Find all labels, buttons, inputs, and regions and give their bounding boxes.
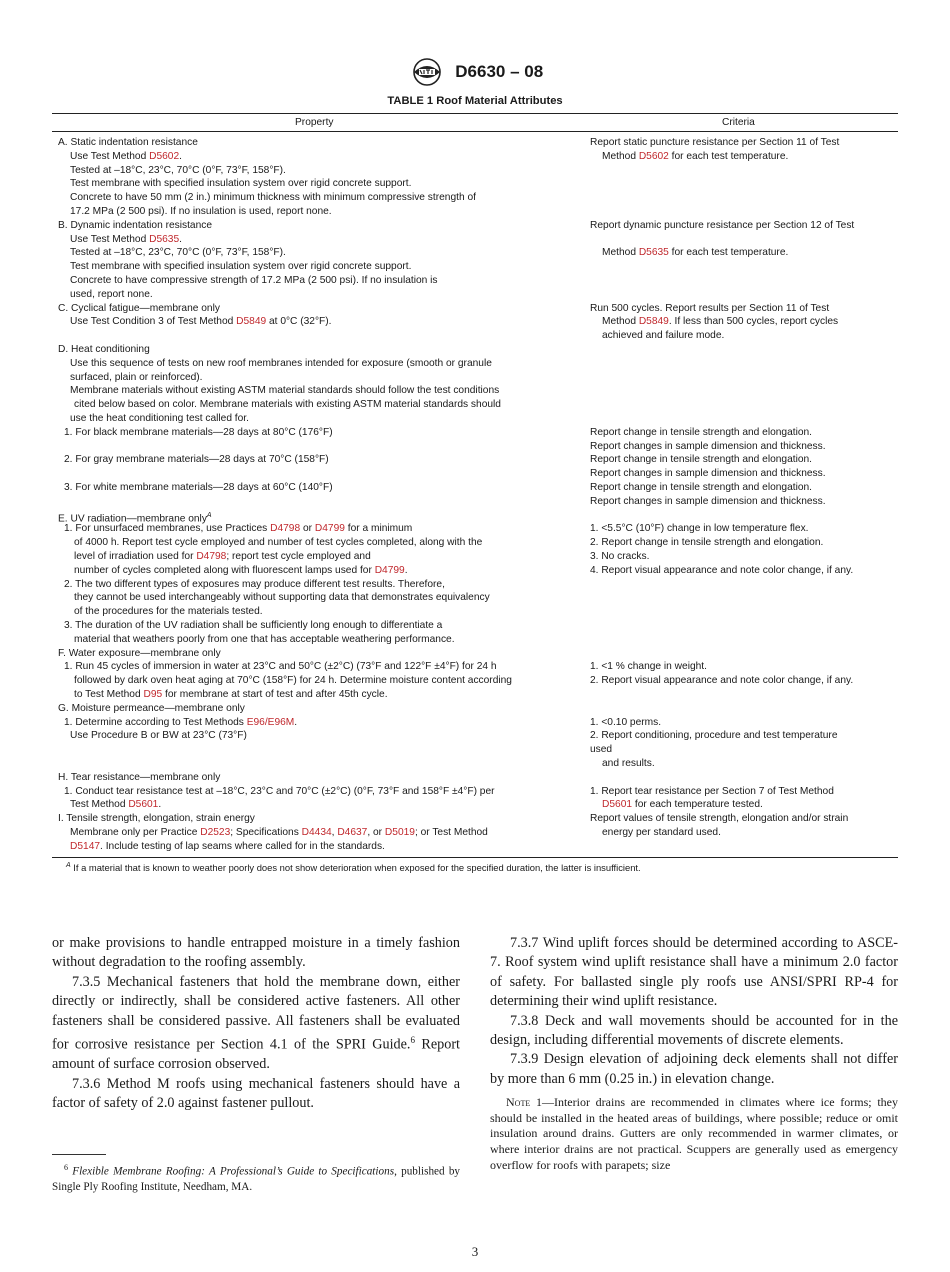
- property-line: 1. Run 45 cycles of immersion in water at 23°C and 50°C (±2°C) (73°F and 122°F ±4°F) for 24 h: [64, 661, 497, 673]
- property-line: [58, 757, 578, 771]
- line-text: to Test Method: [74, 688, 144, 700]
- property-line: [58, 716, 578, 730]
- criteria-line: [590, 509, 896, 523]
- property-line: Use Procedure B or BW at 23°C (73°F): [70, 730, 247, 742]
- criteria-line: [590, 702, 896, 716]
- line-text: ; report test cycle employed and: [226, 550, 371, 562]
- property-line: 1. Conduct tear resistance test at –18°C, 23°C and 70°C (±2°C) (0°F, 73°F and 158°F ±4°F) per: [64, 785, 495, 797]
- criteria-cell: [590, 219, 896, 260]
- footnote-title: Flexible Membrane Roofing: A Professional’s Guide to Specifications: [72, 1165, 395, 1178]
- test-method-link[interactable]: D5635: [149, 233, 180, 245]
- criteria-cell: [590, 509, 896, 578]
- line-text: , or: [367, 826, 385, 838]
- paragraph-text: or make provisions to handle entrapped moisture in a timely fashion without degradation to the roofing assembly.: [52, 935, 460, 971]
- property-line: [58, 798, 578, 812]
- table-row: [58, 812, 898, 853]
- property-line: Tested at –18°C, 23°C, 70°C (0°F, 73°F, 158°F).: [70, 164, 286, 176]
- test-method-link[interactable]: D5019: [384, 826, 415, 838]
- criteria-line: [590, 771, 896, 785]
- footnote-reference: 6: [410, 1035, 415, 1046]
- property-line: Concrete to have compressive strength of 17.2 MPa (2 500 psi). If no insulation is: [70, 274, 438, 286]
- line-text: Membrane only per Practice: [70, 826, 201, 838]
- criteria-cell: [590, 302, 896, 343]
- property-line: Test membrane with specified insulation system over rigid concrete support.: [70, 178, 412, 190]
- property-line: I. Tensile strength, elongation, strain energy: [58, 813, 255, 825]
- property-line: D. Heat conditioning: [58, 343, 150, 355]
- body-paragraph: [490, 934, 898, 1012]
- footnote-rule: [52, 1154, 106, 1155]
- property-line: Use this sequence of tests on new roof membranes intended for exposure (smooth or granule: [70, 357, 492, 369]
- line-text: for each test temperature.: [668, 150, 789, 162]
- body-right-column: [490, 934, 898, 1173]
- footnote-rest: , published by Single Ply Roofing Institute, Needham, MA.: [52, 1165, 461, 1193]
- property-line: surfaced, plain or reinforced).: [70, 371, 203, 383]
- line-text: E. UV radiation—membrane only: [58, 512, 207, 524]
- property-line: 17.2 MPa (2 500 psi). If no insulation is used, report none.: [70, 205, 332, 217]
- property-line: [58, 840, 578, 854]
- criteria-line: Report values of tensile strength, elongation and/or strain: [590, 813, 849, 825]
- property-line: A. Static indentation resistance: [58, 137, 198, 148]
- note-1: [490, 1095, 898, 1173]
- test-method-link[interactable]: D5602: [638, 150, 669, 162]
- property-line: [58, 233, 578, 247]
- property-line: Tested at –18°C, 23°C, 70°C (0°F, 73°F, 158°F).: [70, 247, 286, 259]
- property-cell: [58, 219, 578, 302]
- table-row: [58, 343, 898, 426]
- table-row: [58, 302, 898, 343]
- footnote-mark: 6: [64, 1163, 68, 1172]
- property-line: F. Water exposure—membrane only: [58, 647, 221, 659]
- property-line: 3. The duration of the UV radiation shall be sufficiently long enough to differentiate a: [64, 619, 443, 631]
- test-method-link[interactable]: D4637: [337, 826, 368, 838]
- line-text: ; or Test Method: [414, 826, 488, 838]
- criteria-cell: [590, 426, 896, 509]
- page-footnote: [52, 1160, 460, 1195]
- criteria-line: 2. Report change in tensile strength and elongation.: [590, 537, 824, 549]
- criteria-line: [590, 315, 896, 329]
- line-text: Method: [602, 247, 639, 259]
- test-method-link[interactable]: D2523: [200, 826, 231, 838]
- body-paragraph: [490, 1012, 898, 1051]
- line-text: Use Test Method: [70, 233, 150, 245]
- property-line: [58, 522, 578, 536]
- property-line: cited below based on color. Membrane materials with existing ASTM material standards should: [74, 399, 501, 411]
- criteria-line: Report change in tensile strength and elongation.: [590, 426, 813, 438]
- footnote-reference: A: [206, 511, 212, 519]
- paragraph-text: 7.3.6 Method M roofs using mechanical fasteners should have a factor of safety of 2.0 against fastener pullout.: [52, 1075, 460, 1111]
- line-text: level of irradiation used for: [74, 550, 197, 562]
- criteria-line: used: [590, 744, 613, 756]
- test-method-link[interactable]: D5601: [602, 799, 633, 811]
- body-paragraph: [52, 973, 460, 1075]
- test-method-link[interactable]: D95: [143, 688, 163, 700]
- property-line: [58, 329, 578, 343]
- line-text: .: [158, 799, 162, 811]
- line-text: .: [179, 233, 182, 245]
- table-row: [58, 426, 898, 509]
- note-text: —Interior drains are recommended in climates where ice forms; they should be installed in the heated areas of buildings, where possible; reduce or omit insulation around drains. Gutters are only recommended in warmer climates, or where interior drains are not practical. Scuppers are generally used as emergency overflow for roofs with parapets; size: [490, 1095, 898, 1172]
- line-text: .: [404, 564, 408, 576]
- table-footnote-text: If a material that is known to weather poorly does not show deterioration when exposed for the specified duration, the latter is insufficient.: [73, 862, 641, 874]
- property-line: they cannot be used interchangeably without supporting data that demonstrates equivalency: [74, 592, 490, 604]
- note-label: Note 1: [506, 1095, 542, 1110]
- test-method-link[interactable]: D5601: [128, 799, 159, 811]
- property-cell: [58, 702, 578, 771]
- roof-material-attributes-table: [58, 136, 898, 854]
- property-line: 3. For white membrane materials—28 days at 60°C (140°F): [64, 481, 333, 493]
- test-method-link[interactable]: E96/E96M: [246, 716, 295, 728]
- property-line: C. Cyclical fatigue—membrane only: [58, 302, 220, 314]
- standard-designation: D6630 – 08: [455, 62, 544, 81]
- table-row: [58, 136, 898, 219]
- property-line: 2. For gray membrane materials—28 days at 70°C (158°F): [64, 454, 329, 466]
- table-row: [58, 771, 898, 812]
- property-line: [58, 688, 578, 702]
- line-text: Use Test Condition 3 of Test Method: [70, 316, 237, 328]
- line-text: Use Test Method: [70, 150, 150, 162]
- criteria-line: 2. Report conditioning, procedure and test temperature: [590, 730, 838, 742]
- property-cell: [58, 343, 578, 426]
- criteria-cell: [590, 647, 896, 688]
- line-text: 1. Determine according to Test Methods: [64, 716, 247, 728]
- property-cell: [58, 812, 578, 853]
- table-header-rule: [52, 131, 898, 132]
- property-line: [58, 315, 578, 329]
- property-line: G. Moisture permeance—membrane only: [58, 702, 245, 714]
- table-row: [58, 702, 898, 771]
- property-line: of the procedures for the materials tested.: [74, 606, 263, 618]
- line-text: Method: [602, 316, 639, 328]
- property-cell: [58, 771, 578, 812]
- body-paragraph: [52, 934, 460, 973]
- property-cell: [58, 647, 578, 702]
- test-method-link[interactable]: D5147: [70, 840, 101, 852]
- table-title: TABLE 1 Roof Material Attributes: [387, 95, 563, 107]
- property-cell: [58, 136, 578, 219]
- criteria-line: 1. Report tear resistance per Section 7 of Test Method: [590, 785, 834, 797]
- property-cell: [58, 509, 578, 647]
- test-method-link[interactable]: D4434: [301, 826, 332, 838]
- property-line: B. Dynamic indentation resistance: [58, 219, 213, 231]
- criteria-cell: [590, 812, 896, 840]
- line-text: for a minimum: [344, 523, 413, 535]
- property-cell: [58, 302, 578, 343]
- criteria-line: Report dynamic puncture resistance per Section 12 of Test: [590, 219, 855, 231]
- paragraph-text: 7.3.8 Deck and wall movements should be accounted for in the design, including differential movements of discrete elements.: [490, 1012, 898, 1049]
- test-method-link[interactable]: D4798: [196, 550, 227, 562]
- body-paragraph: [52, 1075, 460, 1114]
- criteria-line: [590, 246, 896, 260]
- criteria-line: 1. <0.10 perms.: [590, 716, 662, 728]
- property-line: [58, 509, 578, 523]
- criteria-line: Report change in tensile strength and elongation.: [590, 481, 813, 493]
- property-line: Concrete to have 50 mm (2 in.) minimum thickness with minimum compressive strength of: [70, 192, 476, 204]
- criteria-line: 4. Report visual appearance and note color change, if any.: [590, 564, 854, 576]
- criteria-cell: [590, 771, 896, 812]
- property-line: [58, 826, 578, 840]
- table-row: [58, 219, 898, 302]
- property-line: 1. For black membrane materials—28 days at 80°C (176°F): [64, 426, 333, 438]
- paragraph-text: Report amount of surface corrosion observed.: [52, 1036, 460, 1073]
- table-row: [58, 647, 898, 702]
- line-text: for membrane at start of test and after 45th cycle.: [162, 688, 388, 700]
- line-text: . If less than 500 cycles, report cycles: [668, 316, 839, 328]
- criteria-line: 1. <5.5°C (10°F) change in low temperature flex.: [590, 523, 809, 535]
- criteria-line: [590, 647, 896, 661]
- line-text: 1. For unsurfaced membranes, use Practices: [64, 523, 271, 535]
- property-line: used, report none.: [70, 288, 153, 300]
- test-method-link[interactable]: D4798: [270, 523, 301, 535]
- criteria-cell: [590, 702, 896, 771]
- line-text: at 0°C (32°F).: [266, 316, 332, 328]
- criteria-line: achieved and failure mode.: [602, 330, 725, 342]
- table-footnote: [66, 862, 641, 873]
- page-number: 3: [471, 1244, 479, 1259]
- property-line: [58, 495, 578, 509]
- test-method-link[interactable]: D5849: [236, 316, 267, 328]
- line-text: ,: [331, 826, 338, 838]
- line-text: ; Specifications: [230, 826, 302, 838]
- table-row: [58, 509, 898, 647]
- criteria-line: [590, 233, 896, 247]
- line-text: Method: [602, 150, 639, 162]
- table-bottom-rule: [52, 857, 898, 858]
- line-text: .: [179, 150, 182, 162]
- paragraph-text: 7.3.7 Wind uplift forces should be determined according to ASCE-7. Roof system wind uplift resistance shall have a minimum 2.0 factor of safety. For ballasted single ply roofs use ANSI/SPRI RP-4 for determining their wind uplift resistance.: [490, 935, 898, 1010]
- criteria-line: Report static puncture resistance per Section 11 of Test: [590, 137, 840, 148]
- astm-logo-icon: [407, 56, 447, 88]
- criteria-line: [590, 798, 896, 812]
- criteria-line: Report changes in sample dimension and thickness.: [590, 440, 826, 452]
- criteria-cell: [590, 136, 896, 164]
- property-line: of 4000 h. Report test cycle employed and number of test cycles completed, along with the: [74, 537, 483, 549]
- paragraph-text: 7.3.5 Mechanical fasteners that hold the membrane down, either directly or indirectly, shall be considered active fasteners. All other fasteners shall be considered passive. All fasteners shall be evaluated for corrosive resistance per Section 4.1 of the SPRI Guide.: [52, 973, 460, 1053]
- criteria-line: energy per standard used.: [602, 826, 721, 838]
- property-cell: [58, 426, 578, 509]
- property-line: use the heat conditioning test called for.: [70, 412, 249, 424]
- test-method-link[interactable]: D4799: [314, 523, 345, 535]
- column-header-criteria: Criteria: [722, 117, 755, 128]
- property-line: material that weathers poorly from one that has acceptable weathering performance.: [74, 633, 455, 645]
- body-left-column: [52, 934, 460, 1113]
- table-top-rule: [52, 113, 898, 114]
- property-line: [58, 440, 578, 454]
- criteria-line: [590, 150, 896, 164]
- test-method-link[interactable]: D5635: [638, 247, 669, 259]
- criteria-line: Report changes in sample dimension and thickness.: [590, 468, 826, 480]
- line-text: for each temperature tested.: [632, 799, 763, 811]
- property-line: Test membrane with specified insulation system over rigid concrete support.: [70, 261, 412, 273]
- table-footnote-mark: A: [66, 862, 71, 869]
- property-line: [58, 467, 578, 481]
- criteria-line: 2. Report visual appearance and note color change, if any.: [590, 675, 854, 687]
- test-method-link[interactable]: D4799: [374, 564, 405, 576]
- property-line: [58, 150, 578, 164]
- line-text: for each test temperature.: [668, 247, 789, 259]
- document-header: [0, 56, 950, 88]
- column-header-property: Property: [295, 117, 334, 128]
- criteria-line: Run 500 cycles. Report results per Section 11 of Test: [590, 302, 830, 314]
- paragraph-text: 7.3.9 Design elevation of adjoining deck elements shall not differ by more than 6 mm (0.25 in.) in elevation change.: [490, 1051, 898, 1087]
- property-line: [58, 743, 578, 757]
- body-paragraph: [490, 1050, 898, 1089]
- criteria-line: Report change in tensile strength and elongation.: [590, 454, 813, 466]
- property-line: followed by dark oven heat aging at 70°C (158°F) for 24 h. Determine moisture content according: [74, 675, 512, 687]
- criteria-line: Report changes in sample dimension and thickness.: [590, 495, 826, 507]
- test-method-link[interactable]: D5602: [149, 150, 180, 162]
- line-text: number of cycles completed along with fluorescent lamps used for: [74, 564, 375, 576]
- test-method-link[interactable]: D5849: [638, 316, 669, 328]
- line-text: Test Method: [70, 799, 129, 811]
- property-line: 2. The two different types of exposures may produce different test results. Therefore,: [64, 578, 445, 590]
- criteria-line: 1. <1 % change in weight.: [590, 661, 707, 673]
- property-line: H. Tear resistance—membrane only: [58, 771, 221, 783]
- property-line: [58, 550, 578, 564]
- line-text: .: [294, 716, 298, 728]
- property-line: [58, 564, 578, 578]
- line-text: or: [300, 523, 315, 535]
- criteria-line: and results.: [602, 757, 655, 769]
- criteria-line: 3. No cracks.: [590, 550, 650, 562]
- property-line: Membrane materials without existing ASTM material standards should follow the test conditions: [70, 385, 500, 397]
- line-text: . Include testing of lap seams where called for in the standards.: [100, 840, 385, 852]
